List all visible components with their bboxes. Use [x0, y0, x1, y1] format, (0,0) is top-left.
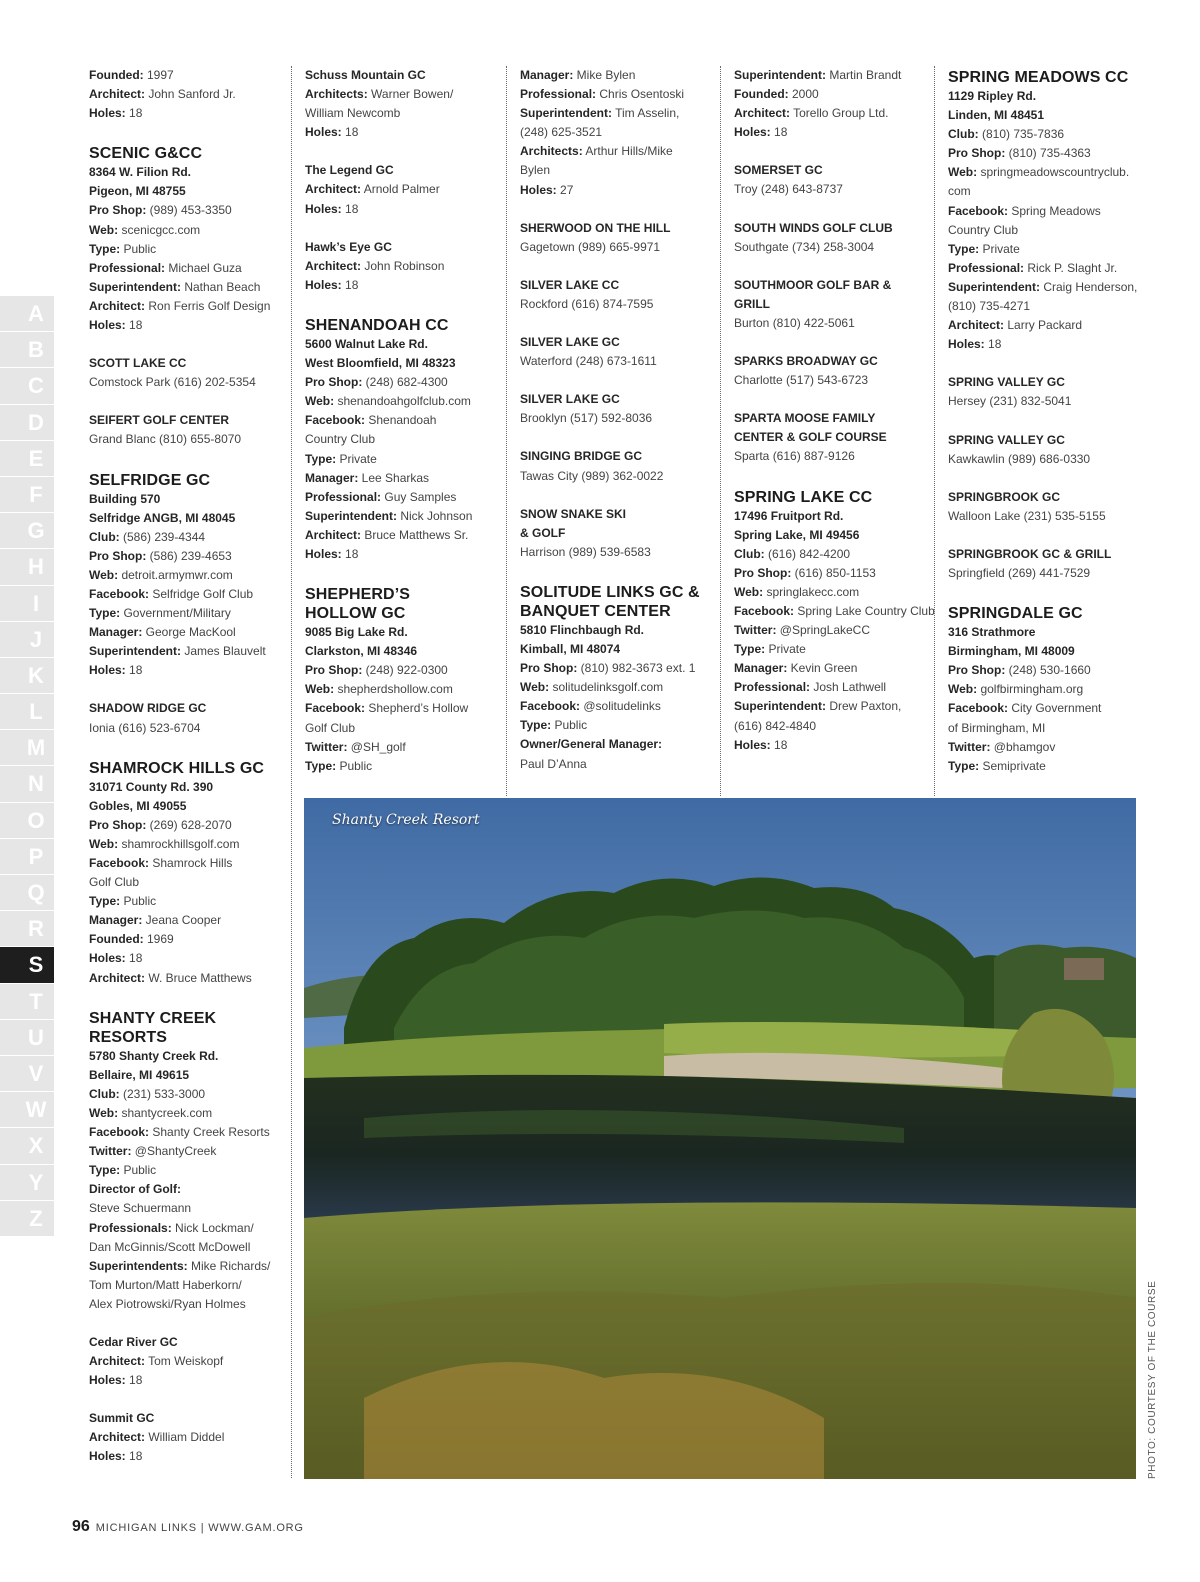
info-label: Manager:: [734, 661, 788, 676]
info-row: [89, 240, 285, 259]
index-letter-o: O: [0, 803, 54, 839]
info-label: Type:: [520, 718, 552, 733]
info-label: Holes:: [89, 663, 126, 678]
listing-shenandoah: SHENANDOAH CC 5600 Walnut Lake Rd. West Bloomfield, MI 48323 Pro Shop: (248) 682-4300 Web: shenandoahgolfclub.com Facebook: Shenandoah Country Club Type: Private Manager: Lee Sharkas Professional: Guy Samples Superintendent: Nick Johnson Architect: Bruce Matthews Sr. Holes: 18: [305, 314, 506, 564]
info-row: [89, 316, 285, 335]
info-row: [89, 566, 285, 585]
info-label: Holes:: [305, 546, 342, 561]
info-value: 18: [341, 546, 359, 561]
info-label: Architect:: [734, 106, 791, 121]
info-value: scenicgcc.com: [118, 222, 201, 237]
info-label: Twitter:: [305, 739, 348, 754]
info-value: W. Bruce Matthews: [145, 970, 252, 985]
index-letter-w: W: [0, 1092, 54, 1128]
info-label: Holes:: [734, 125, 771, 140]
club-name: SHAMROCK HILLS GC: [89, 759, 265, 777]
listing-sherwood: SHERWOOD ON THE HILL Gagetown (989) 665-9971: [520, 219, 721, 257]
info-row: [305, 526, 506, 545]
info-label: Pro Shop:: [89, 203, 147, 218]
index-letter-n: N: [0, 766, 54, 802]
club-name: SPRING MEADOWS CC: [948, 69, 1129, 86]
index-letter-q: Q: [0, 875, 54, 911]
info-value: 18: [125, 663, 143, 678]
listing-silver-lake-cc: SILVER LAKE CC Rockford (616) 874-7595: [520, 276, 721, 314]
info-row: [734, 640, 935, 659]
info-label: Web:: [734, 584, 764, 599]
club-name: SPARKS BROADWAY GC: [734, 354, 878, 369]
info-row: [520, 659, 721, 678]
listing-solitude-links: SOLITUDE LINKS GC & BANQUET CENTER 5810 Flinchbaugh Rd. Kimball, MI 48074 Pro Shop: (810) 982-3673 ext. 1 Web: solitudelinksgolf.com Facebook: @solitudelinks Type: Public Owner/General Manager: Paul D’Anna: [520, 581, 721, 774]
club-name: Schuss Mountain GC: [305, 68, 426, 82]
club-name: SINGING BRIDGE GC: [520, 449, 643, 464]
info-row: [305, 450, 506, 469]
club-name: Cedar River GC: [89, 1334, 178, 1349]
listing: Manager: Mike Bylen Professional: Chris Osentoski Superintendent: Tim Asselin, (248) 625-3521 Architects: Arthur Hills/Mike Bylen Holes: 27: [520, 68, 685, 197]
info-label: Facebook:: [89, 586, 150, 601]
column-3: [506, 66, 721, 796]
club-name: SHANTY CREEK: [89, 1009, 217, 1027]
info-value: Nick Johnson: [397, 508, 473, 523]
info-value: Private: [336, 451, 377, 466]
index-letter-e: E: [0, 441, 54, 477]
info-row: [89, 661, 285, 680]
info-label: Holes:: [89, 951, 126, 966]
info-value: (616) 850-1153: [791, 565, 876, 580]
info-label: Facebook:: [89, 1125, 150, 1140]
club-name: SEIFERT GOLF CENTER: [89, 413, 230, 428]
info-value: 18: [125, 951, 143, 966]
listing-spring-meadows: SPRING MEADOWS CC 1129 Ripley Rd. Linden, MI 48451 Club: (810) 735-7836 Pro Shop: (810) 735-4363 Web: springmeadowscountryclub. com Facebook: Spring Meadows Country Club Type: Private Professional: Rick P. Slaght Jr. Superintendent: Craig Henderson, (810) 735-4271 Architect: Larry Packard Holes: 18: [948, 66, 1148, 354]
info-label: Superintendent:: [89, 644, 181, 659]
info-row: [305, 488, 506, 507]
index-letter-y: Y: [0, 1165, 54, 1201]
listing-cedar-river: Cedar River GC Architect: Tom Weiskopf Holes: 18: [89, 1333, 285, 1390]
listing-south-winds: SOUTH WINDS GOLF CLUB Southgate (734) 258-3004: [734, 219, 935, 257]
club-name: SHERWOOD ON THE HILL: [520, 220, 671, 235]
info-label: Pro Shop:: [734, 565, 792, 580]
info-row: [89, 892, 285, 911]
info-value: (989) 453-3350: [146, 203, 232, 218]
info-label: Twitter:: [89, 1144, 132, 1159]
info-value: Guy Samples: [381, 489, 457, 504]
info-label: Twitter:: [734, 623, 777, 638]
info-row: [89, 1123, 285, 1142]
info-value: 18: [125, 318, 143, 333]
club-name: SILVER LAKE GC: [520, 335, 620, 350]
info-row: [89, 1142, 285, 1161]
listing-silver-lake-gc: SILVER LAKE GC Waterford (248) 673-1611: [520, 333, 721, 371]
info-value: solitudelinksgolf.com: [549, 680, 664, 695]
listing-shanty-creek: SHANTY CREEK RESORTS 5780 Shanty Creek Rd. Bellaire, MI 49615 Club: (231) 533-3000 Web: shantycreek.com Facebook: Shanty Creek Resorts Twitter: @ShantyCreek Type: Public Director of Golf: Steve Schuermann Professionals: Nick Lockman/ Dan McGinnis/Scott McDowell Superintendents: Mike Richards/ Tom Murton/Matt Haberkorn/ Alex Piotrowski/Ryan Holmes: [89, 1007, 285, 1314]
info-row: [305, 738, 506, 757]
info-value: Jeana Cooper: [142, 913, 222, 928]
info-label: Superintendent:: [89, 279, 181, 294]
listing-spring-valley: SPRING VALLEY GC Kawkawlin (989) 686-0330: [948, 431, 1148, 469]
listing-schuss: Schuss Mountain GC Architects: Warner Bowen/ William Newcomb Holes: 18: [305, 66, 506, 142]
info-value: @ShantyCreek: [131, 1144, 217, 1159]
listing-spring-valley: SPRING VALLEY GC Hersey (231) 832-5041: [948, 373, 1148, 411]
info-value: Public: [336, 758, 373, 773]
info-row: [89, 259, 285, 278]
info-row: [89, 623, 285, 642]
listing-sparks-broadway: SPARKS BROADWAY GC Charlotte (517) 543-6723: [734, 352, 935, 390]
club-name: SOUTH WINDS GOLF CLUB: [734, 220, 893, 235]
info-row: [734, 602, 935, 621]
index-letter-d: D: [0, 405, 54, 441]
info-label: Founded:: [89, 932, 144, 947]
listing-somerset: SOMERSET GC Troy (248) 643-8737: [734, 161, 935, 199]
info-row: [89, 201, 285, 220]
info-value: Bruce Matthews Sr.: [361, 527, 469, 542]
listing-spring-lake: SPRING LAKE CC 17496 Fruitport Rd. Spring Lake, MI 49456 Club: (616) 842-4200 Pro Shop: (616) 850-1153 Web: springlakecc.com Facebook: Spring Lake Country Club Twitter: @SpringLakeCC Type: Private Manager: Kevin Green Professional: Josh Lathwell Superintendent: Drew Paxton, (616) 842-4840 Holes: 18: [734, 486, 935, 755]
info-label: Pro Shop:: [89, 548, 147, 563]
info-label: Type:: [305, 758, 337, 773]
info-value: Lee Sharkas: [358, 470, 430, 485]
club-name: SPRINGBROOK GC: [948, 489, 1061, 504]
info-label: Club:: [734, 546, 765, 561]
info-value: Nathan Beach: [181, 279, 261, 294]
info-label: Web:: [89, 1105, 119, 1120]
info-row: [520, 697, 721, 716]
info-value: Torello Group Ltd.: [790, 106, 889, 121]
info-label: Architect:: [89, 970, 146, 985]
info-label: Type:: [89, 606, 121, 621]
info-label: Architect:: [305, 527, 362, 542]
info-row: [734, 66, 935, 85]
club-name: SHADOW RIDGE GC: [89, 701, 207, 716]
info-label: Web:: [89, 567, 119, 582]
index-letter-a: A: [0, 296, 54, 332]
info-label: Type:: [89, 241, 121, 256]
club-name: SHEPHERD’S: [305, 586, 411, 604]
column-1: [89, 66, 285, 1467]
info-row: [305, 507, 506, 526]
listing-snow-snake: SNOW SNAKE SKI & GOLF Harrison (989) 539-6583: [520, 505, 721, 562]
info-value: Josh Lathwell: [810, 680, 887, 695]
info-row: [89, 969, 285, 988]
index-letter-k: K: [0, 658, 54, 694]
listing-springbrook-grill: SPRINGBROOK GC & GRILL Springfield (269) 441-7529: [948, 545, 1148, 583]
index-letter-z: Z: [0, 1201, 54, 1237]
info-label: Manager:: [305, 470, 359, 485]
info-row: [305, 469, 506, 488]
info-value: @solitudelinks: [580, 699, 661, 714]
index-letter-c: C: [0, 368, 54, 404]
info-label: Club:: [89, 1086, 120, 1101]
info-row: [89, 221, 285, 240]
info-label: Web:: [520, 680, 550, 695]
info-row: [734, 104, 935, 123]
info-value: 2000: [788, 87, 819, 102]
info-label: Architect:: [89, 298, 146, 313]
listing-scenic: SCENIC G&CC 8364 W. Filion Rd. Pigeon, MI 48755 Pro Shop: (989) 453-3350 Web: scenicgcc.com Type: Public Professional: Michael Guza Superintendent: Nathan Beach Architect: Ron Ferris Golf Design Holes: 18: [89, 142, 285, 335]
info-label: Club:: [89, 529, 120, 544]
listing-shadow-ridge: SHADOW RIDGE GC Ionia (616) 523-6704: [89, 699, 285, 737]
info-value: Spring Lake Country Club: [794, 603, 935, 618]
course-photo: [304, 798, 1136, 1479]
listing-scott-lake: SCOTT LAKE CC Comstock Park (616) 202-5354: [89, 354, 285, 392]
listing: [734, 66, 935, 142]
club-name: SOUTHMOOR GOLF BAR &: [734, 277, 892, 292]
info-row: [89, 547, 285, 566]
club-name: Summit GC: [89, 1411, 155, 1426]
listing-sparta-moose: SPARTA MOOSE FAMILY CENTER & GOLF COURSE Sparta (616) 887-9126: [734, 409, 935, 466]
listing-silver-lake-gc: SILVER LAKE GC Brooklyn (517) 592-8036: [520, 390, 721, 428]
info-value: Shanty Creek Resorts: [149, 1125, 270, 1140]
info-label: Type:: [734, 642, 766, 657]
club-name: Hawk’s Eye GC: [305, 239, 392, 254]
info-row: [89, 1161, 285, 1180]
info-value: Public: [120, 1163, 157, 1178]
info-row: [89, 930, 285, 949]
club-name: SNOW SNAKE SKI: [520, 506, 627, 521]
info-row: [89, 528, 285, 547]
column-5: [934, 66, 1148, 796]
landscape-illustration: [304, 798, 1136, 1479]
info-row: [89, 1104, 285, 1123]
info-label: Web:: [89, 222, 119, 237]
index-letter-p: P: [0, 839, 54, 875]
index-letter-s: S: [0, 947, 54, 983]
info-row: [734, 583, 935, 602]
listing-summit: Summit GC Architect: William Diddel Holes: 18: [89, 1409, 285, 1466]
info-row: [89, 297, 285, 316]
club-name: SPRING LAKE CC: [734, 488, 873, 506]
index-letter-l: L: [0, 694, 54, 730]
club-name: SPRINGDALE GC: [948, 605, 1083, 623]
info-label: Type:: [305, 451, 337, 466]
info-row: [89, 278, 285, 297]
info-value: Public: [120, 894, 157, 909]
alphabet-index: [0, 296, 54, 1237]
club-name: SPARTA MOOSE FAMILY: [734, 411, 876, 426]
info-value: @SH_golf: [347, 739, 406, 754]
index-letter-j: J: [0, 622, 54, 658]
club-name: SCENIC G&CC: [89, 145, 203, 163]
info-value: Michael Guza: [165, 260, 242, 275]
index-letter-i: I: [0, 586, 54, 622]
photo-caption: Shanty Creek Resort: [332, 812, 480, 828]
info-value: (586) 239-4653: [146, 548, 232, 563]
info-label: Founded:: [734, 87, 789, 102]
info-label: Type:: [89, 894, 121, 909]
info-value: Selfridge Golf Club: [149, 586, 254, 601]
info-label: Professional:: [734, 680, 811, 695]
club-name: SCOTT LAKE CC: [89, 356, 187, 371]
listing-springbrook: SPRINGBROOK GC Walloon Lake (231) 535-5155: [948, 488, 1148, 526]
info-row: [89, 949, 285, 968]
club-name: SILVER LAKE CC: [520, 277, 620, 292]
listing-singing-bridge: SINGING BRIDGE GC Tawas City (989) 362-0022: [520, 447, 721, 485]
index-letter-f: F: [0, 477, 54, 513]
index-letter-m: M: [0, 730, 54, 766]
info-row: [89, 585, 285, 604]
info-label: Professional:: [305, 489, 382, 504]
listing-hawks-eye: Hawk’s Eye GC Architect: John Robinson Holes: 18: [305, 238, 506, 295]
listing: Founded: 1997 Architect: John Sanford Jr. Holes: 18: [89, 68, 236, 121]
club-name: SPRING VALLEY GC: [948, 375, 1065, 390]
index-letter-v: V: [0, 1056, 54, 1092]
info-value: James Blauvelt: [181, 644, 266, 659]
listing-shamrock: SHAMROCK HILLS GC 31071 County Rd. 390 Gobles, MI 49055 Pro Shop: (269) 628-2070 Web: shamrockhillsgolf.com Facebook: Shamrock Hills Golf Club Type: Public Manager: Jeana Cooper Founded: 1969 Holes: 18 Architect: W. Bruce Matthews: [89, 757, 285, 988]
info-label: Superintendent:: [734, 68, 826, 82]
info-row: [734, 621, 935, 640]
listing-seifert: SEIFERT GOLF CENTER Grand Blanc (810) 655-8070: [89, 411, 285, 449]
index-letter-x: X: [0, 1128, 54, 1164]
info-value: George MacKool: [142, 625, 236, 640]
info-value: Government/Military: [120, 606, 231, 621]
info-row: [89, 642, 285, 661]
listing-selfridge: SELFRIDGE GC Building 570 Selfridge ANGB, MI 48045 Club: (586) 239-4344 Pro Shop: (586) 239-4653 Web: detroit.armymwr.com Facebook: Selfridge Golf Club Type: Government/Military Manager: George MacKool Superintendent: James Blauvelt Holes: 18: [89, 469, 285, 681]
info-value: Public: [120, 241, 157, 256]
footer-text: MICHIGAN LINKS | WWW.GAM.ORG: [95, 1522, 304, 1534]
info-label: Holes:: [89, 318, 126, 333]
info-row: [89, 911, 285, 930]
info-row: [520, 716, 721, 735]
info-row: [89, 1085, 285, 1104]
info-row: [305, 545, 506, 564]
info-label: Professional:: [89, 260, 166, 275]
info-label: Type:: [89, 1163, 121, 1178]
listing-shepherds-hollow: SHEPHERD’S HOLLOW GC 9085 Big Lake Rd. Clarkston, MI 48346 Pro Shop: (248) 922-0300 Web: shepherdshollow.com Facebook: Shepherd’s Hollow Golf Club Twitter: @SH_golf Type: Public: [305, 583, 506, 776]
info-value: springlakecc.com: [763, 584, 860, 599]
info-value: (231) 533-3000: [119, 1086, 206, 1101]
column-4: [720, 66, 935, 796]
info-row: [520, 678, 721, 697]
info-label: Manager:: [89, 913, 143, 928]
info-label: Superintendent:: [305, 508, 397, 523]
info-row: [734, 678, 935, 697]
club-name: SHENANDOAH CC: [305, 316, 449, 334]
info-value: Martin Brandt: [826, 68, 902, 82]
index-letter-g: G: [0, 513, 54, 549]
club-name: SPRING VALLEY GC: [948, 432, 1065, 447]
info-value: (616) 842-4200: [764, 546, 851, 561]
index-letter-h: H: [0, 549, 54, 585]
club-name: SOLITUDE LINKS GC &: [520, 583, 700, 601]
info-value: (586) 239-4344: [119, 529, 206, 544]
info-label: Facebook:: [734, 603, 795, 618]
info-value: @SpringLakeCC: [776, 623, 871, 638]
photo-credit: PHOTO: COURTESY OF THE COURSE: [1147, 1280, 1158, 1479]
info-row: [734, 85, 935, 104]
index-letter-b: B: [0, 332, 54, 368]
info-value: Ron Ferris Golf Design: [145, 298, 271, 313]
page-number: 96: [72, 1518, 90, 1535]
info-row: [734, 564, 935, 583]
info-value: shantycreek.com: [118, 1105, 213, 1120]
info-value: 1969: [143, 932, 174, 947]
info-label: Manager:: [89, 625, 143, 640]
index-letter-r: R: [0, 911, 54, 947]
club-name: SILVER LAKE GC: [520, 392, 620, 407]
info-value: Kevin Green: [787, 661, 858, 676]
listing-legend: The Legend GC Architect: Arnold Palmer Holes: 18: [305, 161, 506, 218]
info-value: detroit.armymwr.com: [118, 567, 233, 582]
club-name: SPRINGBROOK GC & GRILL: [948, 546, 1112, 561]
club-name: SOMERSET GC: [734, 163, 823, 178]
info-value: Public: [551, 718, 588, 733]
info-row: [734, 659, 935, 678]
club-name: SELFRIDGE GC: [89, 471, 211, 489]
index-letter-t: T: [0, 984, 54, 1020]
listing-springdale: SPRINGDALE GC 316 Strathmore Birmingham, MI 48009 Pro Shop: (248) 530-1660 Web: golfbirmingham.org Facebook: City Government of Birmingham, MI Twitter: @bhamgov Type: Semiprivate: [948, 602, 1148, 776]
info-value: Private: [765, 642, 806, 657]
info-label: Pro Shop:: [520, 661, 578, 676]
info-row: [89, 604, 285, 623]
club-name: The Legend GC: [305, 163, 394, 178]
info-row: [734, 123, 935, 142]
info-label: Facebook:: [520, 699, 581, 714]
index-letter-u: U: [0, 1020, 54, 1056]
info-row: [305, 757, 506, 776]
info-value: (810) 982-3673 ext. 1: [577, 661, 696, 676]
listing-southmoor: SOUTHMOOR GOLF BAR & GRILL Burton (810) 422-5061: [734, 276, 935, 333]
page-footer: [72, 1518, 304, 1536]
info-value: 18: [770, 125, 788, 140]
info-row: [734, 545, 935, 564]
